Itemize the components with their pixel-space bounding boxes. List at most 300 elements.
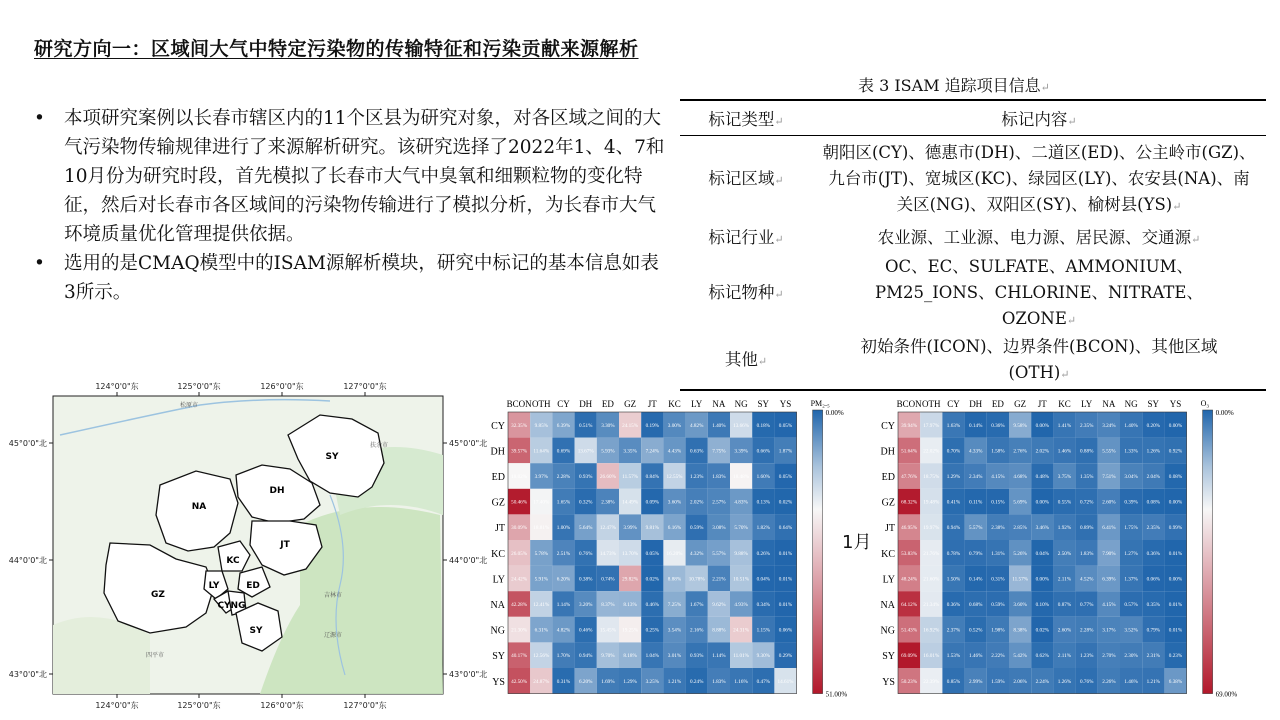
heatmap-cell-value: 6.16% [667, 525, 682, 532]
heatmap-cell-value: 0.01% [778, 602, 793, 608]
heatmap-cell-value: 8.38% [1013, 627, 1027, 634]
heatmap-column-label: SY [757, 399, 770, 409]
heatmap-cell-value: 21.76% [923, 550, 940, 557]
heatmap-cell-value: 0.84% [645, 474, 660, 480]
heatmap-cell-value: 3.25% [645, 678, 660, 685]
heatmap-cell-value: 14.73% [599, 550, 616, 557]
month-label: 1月 [842, 532, 872, 553]
heatmap-cell-value: 5.64% [578, 525, 593, 532]
bullet-list [34, 104, 666, 307]
heatmap-cell-value: 0.00% [1035, 499, 1050, 506]
heatmap-row-label: ED [881, 472, 895, 483]
lon-label: 127°0'0"东 [343, 701, 387, 710]
heatmap-cell-value: 1.46% [1124, 678, 1138, 685]
heatmap-cell-value: 1.50% [946, 576, 961, 583]
heatmap-cell-value: 3.01% [667, 653, 682, 660]
heatmap-cell-value: 0.36% [991, 422, 1005, 429]
heatmap-cell-value: 2.30% [1124, 653, 1138, 660]
heatmap-cell-value: 69.09% [901, 653, 918, 660]
heatmap-cell-value: 1.59% [991, 678, 1005, 685]
heatmap-cell-value: 0.46% [578, 627, 593, 634]
heatmap-cell-value: 0.52% [968, 627, 983, 634]
heatmap-cell-value: 2.35% [1146, 525, 1161, 532]
heatmap-cell-value: 13.70% [622, 550, 639, 557]
map-svg [0, 375, 488, 720]
heatmap-cell-value: 12.56% [533, 653, 550, 660]
heatmap-cell-value: 12.47% [599, 525, 616, 532]
heatmap-cell-value: 3.20% [578, 602, 593, 608]
table-header-content: 标记内容↵ [812, 100, 1266, 136]
heatmap-column-label: LY [1081, 399, 1093, 409]
table-cell-type: 标记区域↵ [708, 168, 784, 188]
heatmap-cell-value: 6.20% [578, 678, 593, 685]
heatmap-row-label: DH [880, 446, 895, 458]
heatmap-cell-value: 13.66% [733, 422, 750, 429]
heatmap-cell-value: 2.76% [1013, 448, 1027, 455]
heatmap-cell-value: 0.68% [968, 602, 983, 608]
heatmap-cell-value: 8.37% [601, 602, 615, 608]
heatmap-cell-value: 4.82% [556, 627, 571, 634]
heatmap-cell-value: 1.67% [689, 602, 704, 608]
colorbar-title: O₃ [1200, 399, 1210, 408]
heatmap-cell-value: 1.70% [556, 653, 571, 660]
heatmap-column-label: JT [647, 399, 657, 409]
heatmap-cell-value: 1.65% [556, 499, 571, 506]
heatmap-cell-value: 0.18% [756, 422, 771, 429]
heatmap-cell-value: 0.31% [991, 576, 1005, 583]
heatmap-cell-value: 8.18% [623, 653, 637, 660]
heatmap-column-label: DH [579, 399, 593, 409]
heatmap-cell-value: 16.92% [923, 627, 940, 634]
heatmap-cell-value: 13.67% [577, 448, 594, 455]
heatmap-cell-value: 1.21% [1146, 678, 1161, 685]
heatmap-cell-value: 0.62% [1035, 653, 1050, 660]
heatmap-cell-value: 0.59% [991, 602, 1005, 608]
colorbar-max-label: 51.00% [825, 690, 848, 699]
heatmap-cell-value: 5.57% [712, 550, 726, 557]
heatmap-row-label: GZ [881, 497, 895, 509]
heatmap-column-label: GZ [624, 399, 637, 409]
heatmap-cell-value: 46.95% [901, 525, 918, 532]
heatmap-cell-value: 1.58% [991, 448, 1005, 455]
heatmap-cell-value: 0.00% [1035, 422, 1050, 429]
heatmap-cell-value: 3.75% [1057, 474, 1072, 480]
heatmap-column-label: CY [947, 399, 960, 409]
heatmap-cell-value: 24.87% [533, 678, 550, 685]
heatmap-cell-value: 1.46% [1057, 448, 1072, 455]
lon-label: 126°0'0"东 [260, 382, 304, 391]
heatmap-cell-value: 2.04% [1146, 474, 1161, 480]
heatmap-cell-value: 1.82% [756, 525, 771, 532]
heatmap-row-label: CY [491, 420, 505, 432]
heatmap-column-label: BCON [896, 399, 922, 409]
heatmap-cell-value: 0.74% [601, 576, 615, 583]
region-label: CY [217, 601, 231, 611]
heatmap-cell-value: 2.31% [1146, 653, 1161, 660]
colorbar-min-label: 0.00% [1215, 409, 1234, 417]
table-cell-type: 其他↵ [680, 334, 812, 390]
heatmap-cell-value: 4.15% [991, 474, 1005, 480]
heatmap-cell-value: 1.27% [1124, 550, 1138, 557]
heatmap-cell-value: 11.64% [533, 448, 550, 455]
heatmap-cell-value: 16.20% [666, 550, 683, 557]
heatmap-cell-value: 39.94% [901, 422, 918, 429]
heatmap-cell-value: 3.04% [1124, 474, 1138, 480]
heatmap-cell-value: 4.83% [734, 499, 748, 506]
heatmap-row-label: KC [881, 548, 895, 560]
heatmap-cell-value: 8.88% [712, 627, 726, 634]
table-header-type: 标记类型↵ [680, 100, 812, 136]
heatmap-column-label: BCON [506, 399, 532, 409]
heatmap-cell-value: 0.93% [689, 653, 704, 660]
heatmap-cell-value: 30.09% [511, 525, 528, 532]
heatmap-cell-value: 0.19% [645, 422, 660, 429]
heatmap-o3 [878, 390, 1273, 702]
lat-label: 45°0'0"北 [8, 439, 47, 448]
heatmap-cell-value: 0.01% [778, 550, 793, 557]
heatmap-cell-value: 9.62% [712, 602, 726, 608]
heatmap-cell-value: 7.90% [1102, 550, 1116, 557]
heatmap-cell-value: 2.70% [1102, 653, 1116, 660]
heatmap-cell-value: 1.26% [1146, 448, 1161, 455]
heatmap-cell-value: 1.83% [712, 474, 726, 480]
heatmap-cell-value: 64.12% [901, 602, 918, 608]
heatmap-cell-value: 0.92% [1168, 448, 1183, 455]
heatmap-cell-value: 6.41% [1102, 525, 1116, 532]
heatmap-row-label: YS [492, 676, 505, 688]
place-label: 吉林市 [324, 592, 343, 599]
heatmap-column-label: OTH [922, 399, 941, 409]
heatmap-cell-value: 1.14% [712, 653, 726, 660]
heatmap-cell-value: 14.61% [777, 678, 794, 685]
place-label: 松原市 [180, 402, 199, 409]
heatmap-cell-value: 1.26% [1057, 678, 1072, 685]
heatmap-cell-value: 1.37% [1124, 576, 1138, 583]
heatmap-cell-value: 1.98% [991, 627, 1005, 634]
heatmap-cell-value: 5.70% [734, 525, 748, 532]
heatmap-cell-value: 2.85% [1013, 525, 1027, 532]
heatmap-cell-value: 24.15% [622, 422, 639, 429]
lat-label: 43°0'0"北 [449, 670, 488, 679]
heatmap-cell-value: 4.68% [1013, 474, 1027, 480]
heatmap-cell-value: 9.88% [734, 550, 748, 557]
heatmap-cell-value: 0.10% [1035, 602, 1050, 608]
heatmap-row-label: SY [882, 651, 895, 663]
lat-label: 44°0'0"北 [449, 556, 488, 565]
heatmap-cell-value: 6.20% [556, 576, 571, 583]
heatmap-cell-value: 7.51% [1102, 474, 1116, 480]
region-label: DH [269, 486, 285, 496]
heatmap-cell-value: 0.51% [578, 422, 593, 429]
place-label: 四平市 [146, 652, 165, 659]
heatmap-cell-value: 0.36% [1146, 550, 1161, 557]
heatmap-cell-value: 0.77% [1079, 602, 1094, 608]
heatmap-row-label: JT [885, 523, 895, 535]
region-label: SY [249, 626, 263, 636]
heatmap-cell-value: 1.40% [1124, 422, 1138, 429]
heatmap-cell-value: 2.24% [1035, 678, 1050, 685]
heatmap-cell-value: 0.14% [968, 576, 983, 583]
heatmap-cell-value: 5.26% [1013, 550, 1027, 557]
heatmap-cell-value: 0.02% [645, 576, 660, 583]
heatmap-cell-value: 0.08% [1168, 474, 1183, 480]
heatmap-cell-value: 53.83% [901, 550, 918, 557]
heatmap-cell-value: 1.15% [756, 627, 771, 634]
heatmap-cell-value: 0.76% [1079, 678, 1094, 685]
heatmap-column-label: GZ [1014, 399, 1027, 409]
heatmap-cell-value: 0.94% [578, 653, 593, 660]
colorbar-min-label: 0.00% [825, 409, 844, 417]
heatmap-cell-value: 0.00% [1168, 576, 1183, 583]
heatmap-cell-value: 0.35% [1146, 602, 1161, 608]
colorbar [1203, 410, 1213, 694]
heatmap-cell-value: 0.36% [946, 602, 961, 608]
heatmap-cell-value: 0.38% [578, 576, 593, 583]
heatmap-cell-value: 2.02% [689, 499, 704, 506]
heatmap-cell-value: 16.01% [923, 653, 940, 660]
heatmap-cell-value: 21.30% [511, 627, 528, 634]
heatmap-cell-value: 3.60% [667, 499, 682, 506]
heatmap-cell-value: 1.31% [991, 550, 1005, 557]
heatmap-cell-value: 2.28% [1079, 627, 1094, 634]
heatmap-cell-value: 0.08% [1146, 499, 1161, 506]
heatmap-cell-value: 0.93% [578, 474, 593, 480]
heatmap-cell-value: 7.25% [667, 602, 682, 608]
heatmap-cell-value: 1.87% [778, 448, 793, 455]
heatmap-cell-value: 3.08% [712, 525, 726, 532]
heatmap-column-label: CY [557, 399, 570, 409]
heatmap-cell-value: 22.39% [923, 678, 940, 685]
heatmap-row-label: CY [881, 420, 895, 432]
table-row [680, 224, 1266, 254]
heatmap-cell-value: 0.41% [946, 499, 961, 506]
heatmap-cell-value: 0.06% [778, 627, 793, 634]
heatmap-cell-value: 5.69% [1013, 499, 1027, 506]
heatmap-cell-value: 14.49% [622, 499, 639, 506]
heatmap-cell-value: 2.28% [556, 474, 571, 480]
heatmap-cell-value: 10.78% [688, 576, 705, 583]
heatmap-column-label: ED [991, 399, 1004, 409]
table-cell-content: 初始条件(ICON)、边界条件(BCON)、其他区域(OTH)↵ [812, 334, 1266, 390]
table-cell-type: 标记行业↵ [708, 227, 784, 247]
heatmap-cell-value: 9.81% [645, 525, 660, 532]
heatmap-cell-value: 6.31% [534, 627, 549, 634]
table-row [680, 334, 1266, 390]
heatmap-cell-value: 1.60% [756, 474, 771, 480]
heatmap-cell-value: 0.46% [645, 602, 660, 608]
heatmap-column-label: SY [1147, 399, 1160, 409]
heatmap-cell-value: 0.14% [968, 422, 983, 429]
heatmap-cell-value: 18.48% [733, 474, 750, 480]
heatmap-cell-value: 0.47% [756, 678, 771, 685]
heatmap-cell-value: 0.29% [778, 653, 793, 660]
heatmap-row-label: NG [880, 625, 895, 637]
heatmap-row-label: NA [490, 600, 505, 611]
heatmap-cell-value: 24.31% [733, 627, 750, 634]
heatmap-cell-value: 3.35% [623, 448, 637, 455]
heatmap-cell-value: 18.75% [923, 474, 940, 480]
colorbar-title: PM₂.₅ [810, 399, 830, 408]
heatmap-cell-value: 50.46% [511, 499, 528, 506]
heatmap-cell-value: 11.57% [1012, 576, 1029, 583]
heatmap-cell-value: 0.70% [946, 448, 961, 455]
heatmap-cell-value: 10.51% [733, 576, 750, 583]
heatmap-cell-value: 0.72% [1079, 499, 1094, 506]
heatmap-cell-value: 2.60% [1057, 627, 1072, 634]
heatmap-cell-value: 0.48% [1035, 474, 1050, 480]
heatmap-row-label: GZ [491, 497, 505, 509]
heatmap-cell-value: 1.46% [968, 653, 983, 660]
heatmap-cell-value: 1.40% [712, 422, 726, 429]
heatmap-pm25-svg [488, 390, 868, 702]
heatmap-cell-value: 4.32% [689, 550, 704, 557]
heatmap-cell-value: 0.55% [1057, 499, 1072, 506]
heatmap-cell-value: 1.21% [667, 678, 682, 685]
heatmap-cell-value: 3.46% [1035, 525, 1050, 532]
heatmap-cell-value: 0.39% [1124, 499, 1138, 506]
heatmap-row-label: JT [495, 523, 505, 535]
heatmap-cell-value: 1.41% [1057, 422, 1072, 429]
heatmap-cell-value: 0.88% [1079, 448, 1094, 455]
heatmap-cell-value: 5.42% [1013, 653, 1027, 660]
table-caption: 表 3 ISAM 追踪项目信息↵ [858, 76, 1050, 95]
heatmap-column-label: JT [1037, 399, 1047, 409]
heatmap-cell-value: 5.91% [534, 576, 549, 583]
heatmap-cell-value: 0.59% [689, 525, 704, 532]
heatmap-cell-value: 0.32% [578, 499, 593, 506]
heatmap-cell-value: 2.02% [1035, 448, 1050, 455]
heatmap-cell-value: 4.82% [689, 422, 704, 429]
heatmap-cell-value: 12.41% [533, 602, 550, 608]
heatmap-cell-value: 2.06% [1013, 678, 1027, 685]
heatmap-cell-value: 11.57% [622, 474, 639, 480]
heatmap-cell-value: 0.04% [756, 576, 771, 583]
heatmap-cell-value: 0.79% [968, 550, 983, 557]
heatmap-cell-value: 0.01% [1168, 627, 1183, 634]
heatmap-cell-value: 0.66% [756, 448, 771, 455]
heatmap-cell-value: 68.32% [901, 499, 918, 506]
heatmap-cell-value: 1.29% [623, 678, 637, 685]
heatmap-cell-value: 3.30% [601, 422, 615, 429]
heatmap-cell-value: 29.82% [622, 576, 639, 583]
heatmap-cell-value: 0.57% [1124, 602, 1138, 608]
heatmap-cell-value: 15.45% [599, 627, 616, 634]
table-cell-content: 农业源、工业源、电力源、居民源、交通源↵ [877, 227, 1201, 247]
heatmap-column-label: KC [1058, 399, 1071, 409]
lon-label: 124°0'0"东 [95, 701, 139, 710]
lon-label: 125°0'0"东 [177, 701, 221, 710]
place-label: 辽源市 [324, 632, 343, 639]
heatmap-row-label: NA [880, 600, 895, 611]
heatmap-cell-value: 0.79% [1146, 627, 1161, 634]
heatmap-cell-value: 21.60% [923, 576, 940, 583]
heatmap-cell-value: 2.34% [968, 474, 983, 480]
heatmap-column-label: KC [668, 399, 681, 409]
heatmap-cell-value: 1.83% [1079, 550, 1094, 557]
heatmap-cell-value: 4.15% [1102, 602, 1116, 608]
heatmap-cell-value: 11.01% [733, 653, 750, 660]
heatmap-row-label: LY [882, 574, 895, 586]
heatmap-cell-value: 4.33% [968, 448, 983, 455]
heatmap-row-label: NG [490, 625, 505, 637]
heatmap-cell-value: 17.97% [923, 422, 940, 429]
heatmap-cell-value: 3.17% [1102, 627, 1116, 634]
heatmap-cell-value: 47.76% [901, 474, 918, 480]
heatmap-column-label: NG [1124, 399, 1138, 409]
heatmap-cell-value: 19.48% [923, 499, 940, 506]
heatmap-cell-value: 9.58% [1013, 422, 1027, 429]
heatmap-o3-svg [878, 390, 1273, 702]
lon-label: 124°0'0"东 [95, 382, 139, 391]
heatmap-cell-value: 0.69% [556, 448, 571, 455]
heatmap-cell-value: 2.11% [1057, 576, 1072, 583]
heatmap-cell-value: 3.00% [667, 422, 682, 429]
heatmap-cell-value: 2.11% [1057, 653, 1072, 660]
heatmap-cell-value: 1.16% [734, 678, 748, 685]
lat-label: 45°0'0"北 [449, 439, 488, 448]
heatmap-cell-value: 2.57% [712, 499, 726, 506]
heatmap-column-label: DH [969, 399, 983, 409]
region-label: NG [230, 601, 246, 611]
region-label: LY [208, 581, 220, 591]
heatmap-cell-value: 9.70% [601, 653, 615, 660]
heatmap-cell-value: 0.63% [689, 448, 704, 455]
heatmap-column-label: LY [691, 399, 703, 409]
heatmap-cell-value: 0.15% [991, 499, 1005, 506]
heatmap-cell-value: 17.40% [533, 499, 550, 506]
heatmap-cell-value: 0.23% [1168, 653, 1183, 660]
changchun-map [0, 375, 488, 720]
heatmap-cell-value: 2.22% [991, 653, 1005, 660]
heatmap-pm25 [488, 390, 868, 702]
heatmap-cell-value: 51.64% [901, 448, 918, 455]
bullet-study-description: • 本项研究案例以长春市辖区内的11个区县为研究对象，对各区域之间的大气污染物传输规律进行了来源解析研究。该研究选择了2022年1、4、7和10月份为研究时段，首先模拟了长春市大气中臭氧和细颗粒物的变化特征，然后对长春市各区域间的污染物传输进行了模拟分析，为长春市大气环境质量优化管理提供依据。 [34, 104, 666, 249]
heatmap-cell-value: 3.52% [1124, 627, 1138, 634]
heatmap-cell-value: 24.42% [511, 576, 528, 583]
heatmap-cell-value: 48.24% [901, 576, 918, 583]
isam-table [680, 99, 1266, 391]
heatmap-cell-value: 4.52% [1079, 576, 1094, 583]
heatmap-cell-value: 5.78% [534, 550, 549, 557]
heatmap-cell-value: 0.26% [756, 550, 771, 557]
plain-area [53, 617, 150, 694]
lon-label: 126°0'0"东 [260, 701, 304, 710]
place-label: 扶余市 [370, 442, 389, 449]
lat-label: 43°0'0"北 [8, 670, 47, 679]
heatmap-column-label: NA [1102, 399, 1116, 409]
heatmap-cell-value: 0.64% [778, 525, 793, 532]
heatmap-column-label: YS [1169, 399, 1182, 409]
heatmap-row-label: KC [491, 548, 505, 560]
region-label: KC [226, 556, 240, 566]
heatmap-cell-value: 2.99% [968, 678, 983, 685]
heatmap-cell-value: 3.24% [1102, 422, 1116, 429]
heatmap-column-label: NG [734, 399, 748, 409]
table-cell-content: OC、EC、SULFATE、AMMONIUM、PM25_IONS、CHLORINE、NITRATE、OZONE↵ [875, 256, 1203, 328]
heatmap-cell-value: 0.87% [1057, 602, 1072, 608]
heatmap-cell-value: 1.69% [601, 678, 615, 685]
heatmap-cell-value: 0.06% [1146, 576, 1161, 583]
heatmap-cell-value: 0.25% [645, 627, 660, 634]
heatmap-cell-value: 2.38% [601, 499, 615, 506]
heatmap-row-label: LY [492, 574, 505, 586]
heatmap-cell-value: 42.50% [511, 678, 528, 685]
heatmap-cell-value: 0.99% [1168, 525, 1183, 532]
heatmap-cell-value: 0.05% [778, 422, 793, 429]
heatmap-cell-value: 32.35% [511, 422, 528, 429]
heatmap-cell-value: 0.04% [1035, 550, 1050, 557]
heatmap-row-label: ED [491, 472, 505, 483]
